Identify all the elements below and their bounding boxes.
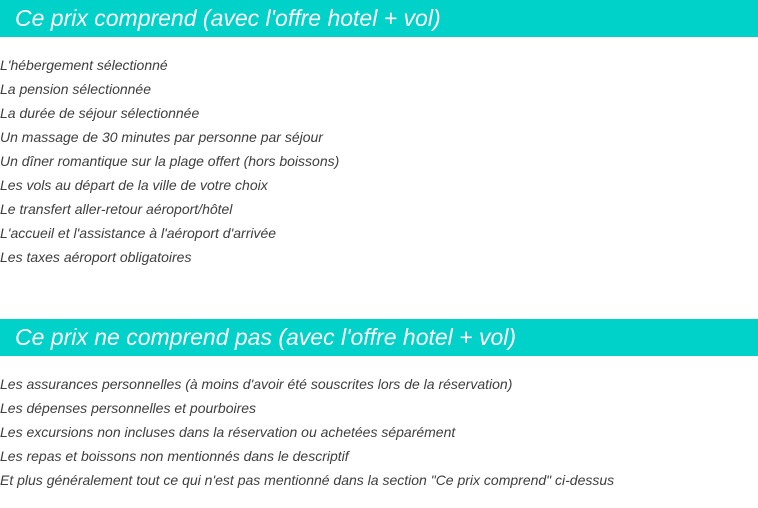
excluded-item: Les repas et boissons non mentionnés dans le descriptif — [0, 448, 349, 464]
included-item: Un massage de 30 minutes par personne par séjour — [0, 129, 323, 145]
excluded-list — [0, 372, 614, 492]
included-section-title: Ce prix comprend (avec l'offre hotel + vol) — [0, 0, 758, 37]
excluded-item: Les excursions non incluses dans la réservation ou achetées séparément — [0, 424, 456, 440]
excluded-item: Les assurances personnelles (à moins d'avoir été souscrites lors de la réservation) — [0, 376, 513, 392]
included-item: Les taxes aéroport obligatoires — [0, 249, 192, 265]
included-item: Les vols au départ de la ville de votre choix — [0, 177, 268, 193]
included-item: L'accueil et l'assistance à l'aéroport d'arrivée — [0, 225, 277, 241]
included-list — [0, 53, 339, 269]
included-item: Un dîner romantique sur la plage offert (hors boissons) — [0, 153, 340, 169]
included-item: La pension sélectionnée — [0, 81, 152, 97]
excluded-section-title: Ce prix ne comprend pas (avec l'offre hotel + vol) — [0, 319, 758, 356]
included-item: Le transfert aller-retour aéroport/hôtel — [0, 201, 233, 217]
excluded-item: Et plus généralement tout ce qui n'est pas mentionné dans la section "Ce prix comprend" ci-dessus — [0, 472, 615, 488]
excluded-item: Les dépenses personnelles et pourboires — [0, 400, 257, 416]
included-item: L'hébergement sélectionné — [0, 57, 168, 73]
included-item: La durée de séjour sélectionnée — [0, 105, 200, 121]
